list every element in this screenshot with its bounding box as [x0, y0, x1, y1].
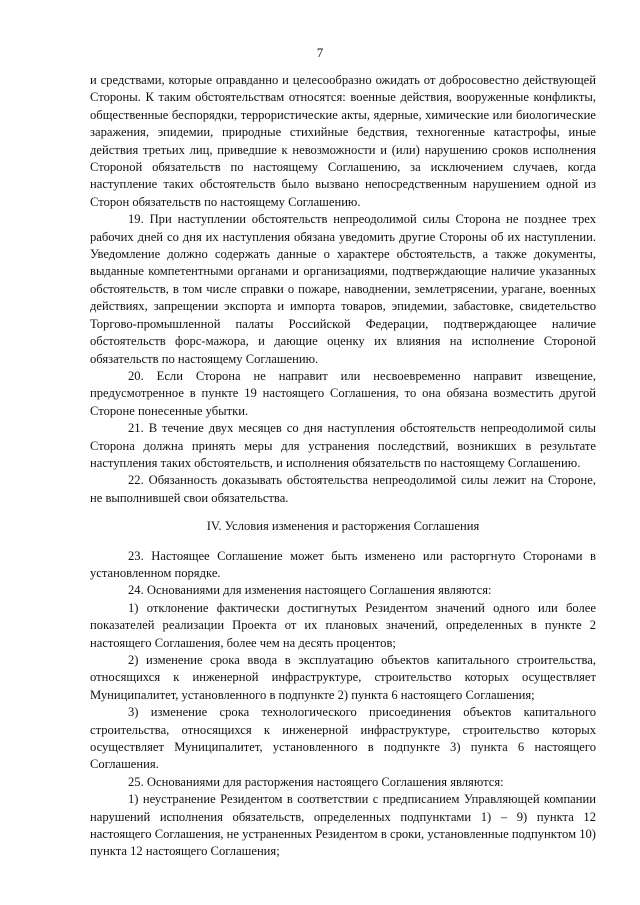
paragraph-24-item-2: 2) изменение срока ввода в эксплуатацию объектов капитального строительства, относящихся к инженерной инфраструктуре, строительство которых осуществляет Муниципалитет, установленного в подпункте 2) пункта 6 настоящего Соглашения; [90, 653, 596, 702]
paragraph-25: 25. Основаниями для расторжения настоящего Соглашения являются: [128, 774, 504, 789]
paragraph-25-item-1: 1) неустранение Резидентом в соответствии с предписанием Управляющей компании нарушений исполнения обязательств, определенных подпунктами 1) – 9) пункта 12 настоящего Соглашения, не устраненных Резидентом в сроки, установленные подпунктом 10) пункта 12 настоящего Соглашения; [90, 792, 596, 859]
paragraph-19: 19. При наступлении обстоятельств непреодолимой силы Сторона не позднее трех рабочих дней со дня их наступления обязана уведомить другие Стороны об их наступлении. Уведомление должно содержать данные о характере обстоятельств, а также документы, выданные компетентными органами и организациями, подтверждающие наличие указанных обстоятельств, в том числе справки о пожаре, наводнении, землетрясении, урагане, военных действиях, запрещении экспорта и импорта товаров, эпидемии, забастовке, свидетельство Торгово-промышленной палаты Российской Федерации, подтверждающее наличие обстоятельств форс-мажора, и дающие оценку их влияния на исполнение Стороной обязательств по настоящему Соглашению. [90, 212, 596, 366]
document-body [90, 72, 596, 861]
page-number: 7 [316, 45, 324, 60]
paragraph-continuation: и средствами, которые оправданно и целесообразно ожидать от добросовестно действующей Стороны. К таким обстоятельствам относятся: военные действия, вооруженные конфликты, общественные беспорядки, террористические акты, ядерные, химические или биологические заражения, эпидемии, природные стихийные бедствия, техногенные катастрофы, иные действия третьих лиц, приведшие к невозможности и (или) нарушению сроков исполнения Стороной обязательств по настоящему Соглашению, за исключением случаев, когда наступление таких обстоятельств было вызвано непосредственным нарушением одной из Сторон обязательств по настоящему Соглашению. [90, 73, 596, 209]
paragraph-21: 21. В течение двух месяцев со дня наступления обстоятельств непреодолимой силы Сторона должна принять меры для устранения последствий, возникших в результате наступления таких обстоятельств, и исполнения обязательств по настоящему Соглашению. [90, 421, 596, 470]
paragraph-22: 22. Обязанность доказывать обстоятельства непреодолимой силы лежит на Стороне, не выполнившей свои обязательства. [90, 473, 596, 505]
paragraph-23: 23. Настоящее Соглашение может быть изменено или расторгнуто Сторонами в установленном порядке. [90, 548, 596, 580]
section-heading: IV. Условия изменения и расторжения Соглашения [206, 519, 480, 534]
paragraph-24-item-3: 3) изменение срока технологического присоединения объектов капитального строительства, относящихся к инженерной инфраструктуре, строительство которых осуществляет Муниципалитет, установленного в подпункте 3) пункта 6 настоящего Соглашения. [90, 705, 596, 772]
paragraph-20: 20. Если Сторона не направит или несвоевременно направит извещение, предусмотренное в пункте 19 настоящего Соглашения, то она обязана возместить другой Стороне понесенные убытки. [90, 368, 596, 418]
paragraph-24: 24. Основаниями для изменения настоящего Соглашения являются: [128, 583, 492, 598]
paragraph-24-item-1: 1) отклонение фактически достигнутых Резидентом значений одного или более показателей реализации Проекта от их плановых значений, определенных в пункте 2 настоящего Соглашения, более чем на десять процентов; [90, 600, 596, 650]
